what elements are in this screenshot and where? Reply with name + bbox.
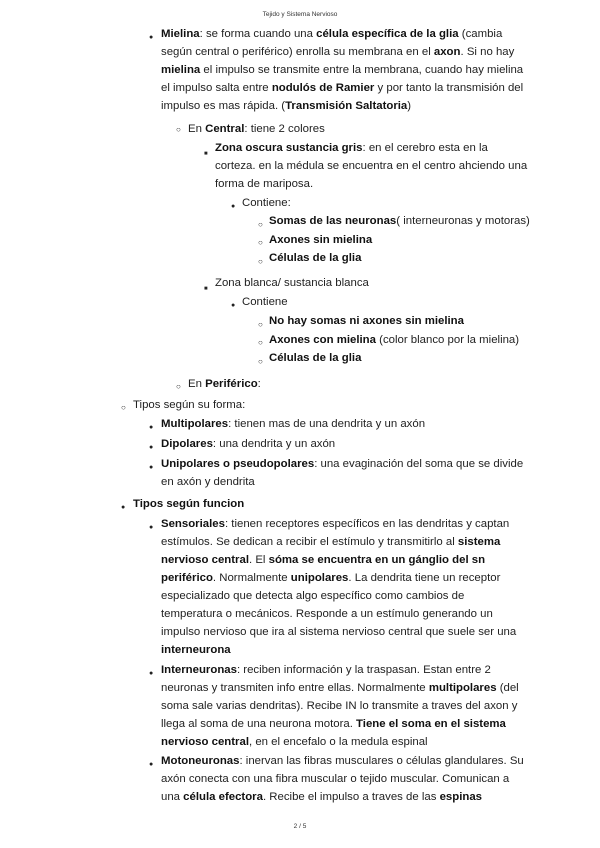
text: ) <box>407 100 412 112</box>
text: En <box>188 123 206 135</box>
zona-oscura-line-3: forma de mariposa. <box>215 178 314 190</box>
bold-text: Somas de las neuronas <box>269 215 397 227</box>
text: . Recibe el impulso a traves de las <box>262 791 440 803</box>
sensoriales-line-8: interneurona <box>161 644 231 656</box>
zona-oscura-line-2: corteza. en la médula se encuentra en el centro ahciendo una <box>215 160 528 172</box>
text: . Si no hay <box>460 46 515 58</box>
text: , en el encefalo o la medula espinal <box>249 736 428 748</box>
motoneuronas-line-2: axón conecta con una fibra muscular o tejido muscular. Comunican a <box>161 773 510 785</box>
zona-oscura-line-1 <box>215 139 488 157</box>
interneuronas-line-3: soma sale varias dendritas). Recibe IN lo transmite a traves del axon y <box>161 700 518 712</box>
zona-blanca: Zona blanca/ sustancia blanca <box>215 277 369 289</box>
page-number: 2 / 5 <box>293 823 307 830</box>
bold-text: Zona oscura sustancia gris <box>215 142 363 154</box>
bold-text: Tiene el soma en el sistema <box>356 718 506 730</box>
axones-sin-mielina: Axones sin mielina <box>269 234 373 246</box>
multipolares-line <box>161 415 425 433</box>
axones-con-line <box>269 331 519 349</box>
bold-text: mielina <box>161 64 201 76</box>
sensoriales-line-4 <box>161 569 500 587</box>
text: En <box>188 378 206 390</box>
bold-text: Dipolares <box>161 438 213 450</box>
bold-text: Axones con mielina <box>269 334 376 346</box>
bold-text: Transmisión Saltatoria <box>285 100 408 112</box>
no-hay-somas: No hay somas ni axones sin mielina <box>269 315 464 327</box>
bold-text: Multipolares <box>161 418 229 430</box>
sensoriales-line-2 <box>161 533 500 551</box>
text: : <box>257 378 261 390</box>
motoneuronas-line-1 <box>161 752 524 770</box>
text: : tiene 2 colores <box>244 123 325 135</box>
bold-text: unipolares <box>290 572 349 584</box>
text: y por tanto la transmisión del <box>374 82 524 94</box>
text: : se forma cuando una <box>199 28 317 40</box>
dipolares-line <box>161 435 335 453</box>
contiene-1: Contiene: <box>242 197 291 209</box>
mielina-line-1 <box>161 25 502 43</box>
contiene-2: Contiene <box>242 296 288 308</box>
interneuronas-line-5 <box>161 733 428 751</box>
mielina-line-4 <box>161 79 523 97</box>
text: : en el cerebro esta en la <box>362 142 488 154</box>
text: . La dendrita tiene un receptor <box>348 572 501 584</box>
bold-text: Central <box>205 123 245 135</box>
text: : una dendrita y un axón <box>212 438 336 450</box>
text: llega al soma de una neurona motora. <box>161 718 357 730</box>
text: : tienen mas de una dendrita y un axón <box>228 418 426 430</box>
bold-text: sistema <box>457 536 501 548</box>
bold-text: sóma se encuentra en un gánglio del sn <box>268 554 486 566</box>
tipos-funcion: Tipos según funcion <box>133 498 245 510</box>
bold-text: Sensoriales <box>161 518 225 530</box>
bold-text: Periférico <box>205 378 258 390</box>
text: . Normalmente <box>212 572 291 584</box>
periferico-line <box>188 375 261 393</box>
text: (del <box>496 682 519 694</box>
sensoriales-line-6: temperatura o mecánicos. Responde a un estímulo generando un <box>161 608 493 620</box>
bold-text: nodulós de Ramier <box>271 82 375 94</box>
text: : reciben información y la traspasan. Estan entre 2 <box>236 664 491 676</box>
page-header: Tejido y Sistema Nervioso <box>262 11 338 18</box>
bold-text: periférico <box>161 572 213 584</box>
text: (cambia <box>458 28 503 40</box>
text: el impulso se transmite entre la membrana, cuando hay mielina <box>200 64 524 76</box>
text: . El <box>249 554 269 566</box>
term-mielina: Mielina <box>161 28 200 40</box>
text: ( interneuronas y motoras) <box>396 215 530 227</box>
bold-text: nervioso central <box>161 736 249 748</box>
bold-text: célula efectora <box>183 791 263 803</box>
text: neuronas y transmiten info entre ellas. Normalmente <box>161 682 429 694</box>
tipos-forma: Tipos según su forma: <box>133 399 246 411</box>
text: según central o periférico) enrolla su membrana en el <box>161 46 434 58</box>
sensoriales-line-7: impulso nervioso que ira al sistema nervioso central que suele ser una <box>161 626 517 638</box>
interneuronas-line-2 <box>161 679 519 697</box>
somas-line <box>269 212 530 230</box>
celulas-glia-1: Células de la glia <box>269 252 362 264</box>
bold-text: célula específica de la glia <box>316 28 459 40</box>
text: (color blanco por la mielina) <box>375 334 520 346</box>
sensoriales-line-3 <box>161 551 485 569</box>
interneuronas-line-1 <box>161 661 491 679</box>
text: : inervan las fibras musculares o células glandulares. Su <box>239 755 524 767</box>
interneuronas-line-4 <box>161 715 506 733</box>
bold-text: Interneuronas <box>161 664 237 676</box>
unipolares-line-1 <box>161 455 523 473</box>
central-line <box>188 120 325 138</box>
text: : tienen receptores específicos en las dendritas y captan <box>224 518 510 530</box>
text: el impulso salta entre <box>161 82 272 94</box>
bold-text: espinas <box>439 791 483 803</box>
mielina-line-5 <box>161 97 411 115</box>
bold-text: nervioso central <box>161 554 249 566</box>
bold-text: Unipolares o pseudopolares <box>161 458 315 470</box>
unipolares-line-2: en axón y dendrita <box>161 476 255 488</box>
motoneuronas-line-3 <box>161 788 482 806</box>
text: estímulos. Se dedican a recibir el estímulo y transmitirlo al <box>161 536 458 548</box>
bold-text: multipolares <box>428 682 497 694</box>
mielina-line-3 <box>161 61 523 79</box>
sensoriales-line-1 <box>161 515 509 533</box>
text: : una evaginación del soma que se divide <box>314 458 524 470</box>
text: impulso es mas rápida. ( <box>161 100 286 112</box>
bold-text: axon <box>433 46 461 58</box>
bold-text: Motoneuronas <box>161 755 240 767</box>
text: una <box>161 791 184 803</box>
celulas-glia-2: Células de la glia <box>269 352 362 364</box>
sensoriales-line-5: especializado que detecta algo específico como cambios de <box>161 590 465 602</box>
mielina-line-2 <box>161 43 514 61</box>
